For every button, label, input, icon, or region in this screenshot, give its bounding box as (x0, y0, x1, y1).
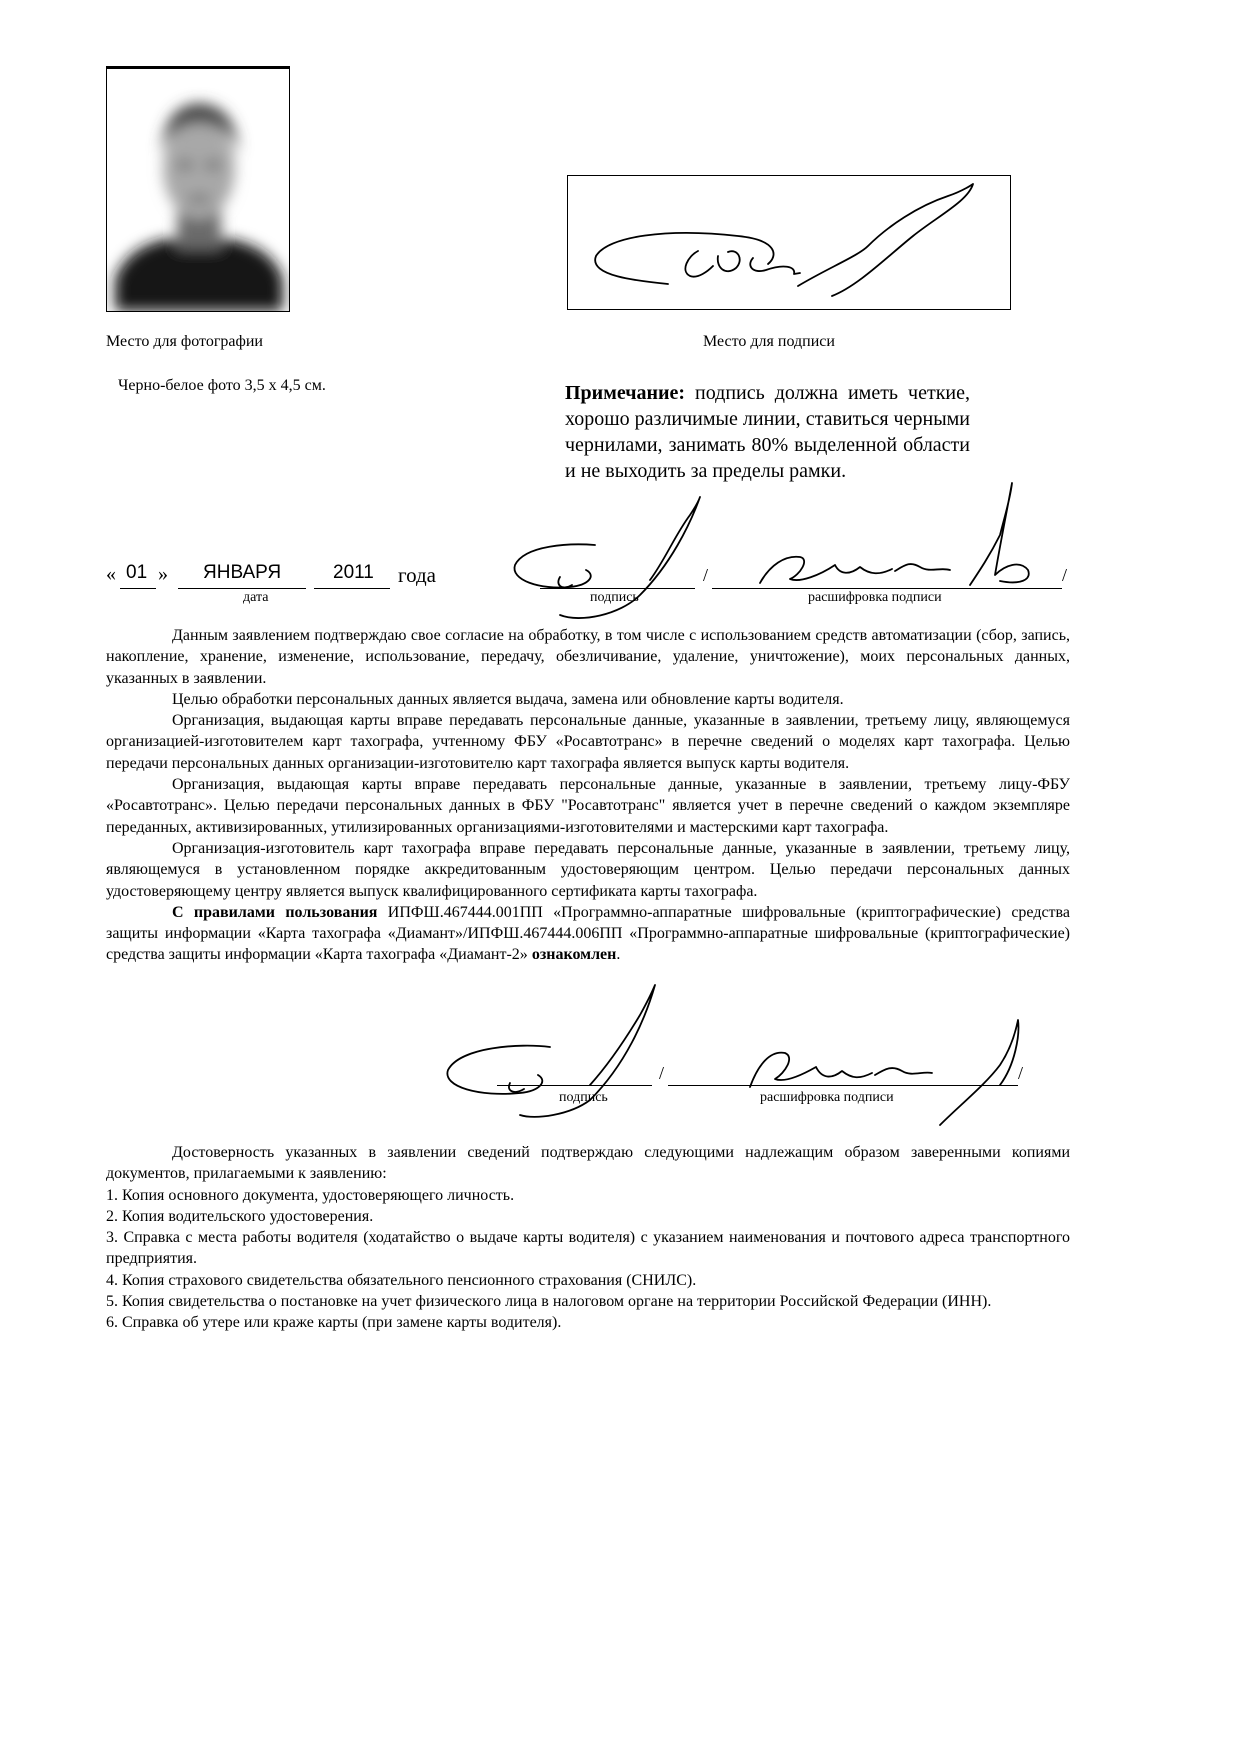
document-item-3: 3. Справка с места работы водителя (ходатайство о выдаче карты водителя) с указанием наименования и почтового адреса транспортного предприятия. (106, 1229, 1070, 1268)
handwritten-signature-in-box (568, 176, 1010, 309)
signature-underline-2 (497, 1085, 652, 1086)
photo-caption: Место для фотографии (106, 333, 263, 350)
signature-underline (540, 588, 695, 589)
signature-box (567, 175, 1011, 310)
transcript-slash: / (1062, 565, 1068, 585)
rules-end-dot: . (616, 946, 621, 964)
photo-size-note: Черно-белое фото 3,5 х 4,5 см. (118, 377, 326, 394)
consent-paragraph-3: Организация, выдающая карты вправе передавать персональные данные, указанные в заявлении, третьему лицу, являющемуся организацией-изготовителем карт тахографа, учтенному ФБУ «Росавтотранс» в перечне сведений о моделях карт тахографа. Целью передачи персональных данных организации-изготовителю карт тахографа является выпуск карты водителя. (106, 712, 1070, 772)
photo-frame (106, 66, 290, 312)
document-item-1: 1. Копия основного документа, удостоверяющего личность. (106, 1186, 515, 1204)
year-underline (314, 588, 390, 589)
transcript-slash-2: / (1018, 1063, 1024, 1083)
transcript-underline-2 (668, 1085, 1018, 1086)
date-month: ЯНВАРЯ (203, 562, 282, 583)
document-item-5: 5. Копия свидетельства о постановке на учет физического лица в налоговом органе на территории Российской Федерации (ИНН). (106, 1293, 992, 1311)
signature-note (565, 380, 970, 484)
signature-caption-2: подпись (559, 1090, 608, 1105)
signature-caption: Место для подписи (703, 333, 835, 350)
rules-text: ИПФШ.467444.001ПП «Программно-аппаратные шифровальные (криптографические) средства защиты информации «Карта тахографа «Диамант»/ИПФШ.467444.006ПП «Программно-аппаратные шифровальные (криптографические) средства защиты информации «Карта тахографа «Диамант-2» (106, 903, 1070, 964)
consent-text (106, 625, 1070, 966)
date-year: 2011 (333, 562, 374, 583)
month-underline (178, 588, 306, 589)
close-quote: » (158, 563, 168, 585)
blurred-portrait-photo (107, 69, 289, 311)
consent-paragraph-1: Данным заявлением подтверждаю свое согласие на обработку, в том числе с использованием средств автоматизации (сбор, запись, накопление, хранение, изменение, использование, передачу, обезличивание, удаление, уничтожение), моих персональных данных, указанных в заявлении. (106, 627, 1070, 687)
date-day: 01 (126, 562, 148, 583)
document-item-6: 6. Справка об утере или краже карты (при замене карты водителя). (106, 1314, 562, 1332)
transcript-caption-1: расшифровка подписи (808, 590, 942, 605)
date-caption: дата (243, 590, 269, 605)
rules-end-bold: ознакомлен (531, 946, 617, 964)
document-item-4: 4. Копия страхового свидетельства обязательного пенсионного страхования (СНИЛС). (106, 1271, 697, 1289)
documents-intro: Достоверность указанных в заявлении сведений подтверждаю следующими надлежащим образом заверенными копиями документов, прилагаемыми к заявлению: (106, 1144, 1070, 1183)
consent-paragraph-5: Организация-изготовитель карт тахографа вправе передавать персональные данные, указанные в заявлении, третьему лицу, являющемуся в установленном порядке аккредитованным удостоверяющим центром. Целью передачи персональных данных удостоверяющему центру является выпуск квалифицированного сертификата карты тахографа. (106, 839, 1070, 900)
handwritten-signature-1 (500, 475, 1100, 635)
note-label: Примечание: (565, 382, 686, 404)
signature-slash: / (703, 565, 709, 585)
signature-caption-1: подпись (590, 590, 639, 605)
documents-list (106, 1142, 1070, 1334)
consent-paragraph-4: Организация, выдающая карты вправе передавать персональные данные, указанные в заявлении, третьему лицу-ФБУ «Росавтотранс». Целью передачи персональных данных в ФБУ "Росавтотранс" является учет в перечне сведений о каждом экземпляре переданных, активизированных, утилизированных организациями-изготовителями и мастерскими карт тахографа. (106, 776, 1070, 836)
year-suffix: года (398, 563, 436, 587)
document-item-2: 2. Копия водительского удостоверения. (106, 1207, 374, 1225)
note-text: подпись должна иметь четкие, хорошо различимые линии, ставиться черными чернилами, занимать 80% выделенной области и не выходить за пределы рамки. (565, 382, 970, 482)
handwritten-signature-2 (440, 975, 1040, 1155)
transcript-caption-2: расшифровка подписи (760, 1090, 894, 1105)
signature-slash-2: / (659, 1063, 665, 1083)
open-quote: « (106, 563, 116, 585)
rules-bold: С правилами пользования (172, 903, 378, 921)
rules-paragraph (106, 902, 1070, 966)
consent-paragraph-2: Целью обработки персональных данных является выдача, замена или обновление карты водителя. (172, 690, 844, 708)
day-underline (120, 588, 156, 589)
transcript-underline (712, 588, 1062, 589)
